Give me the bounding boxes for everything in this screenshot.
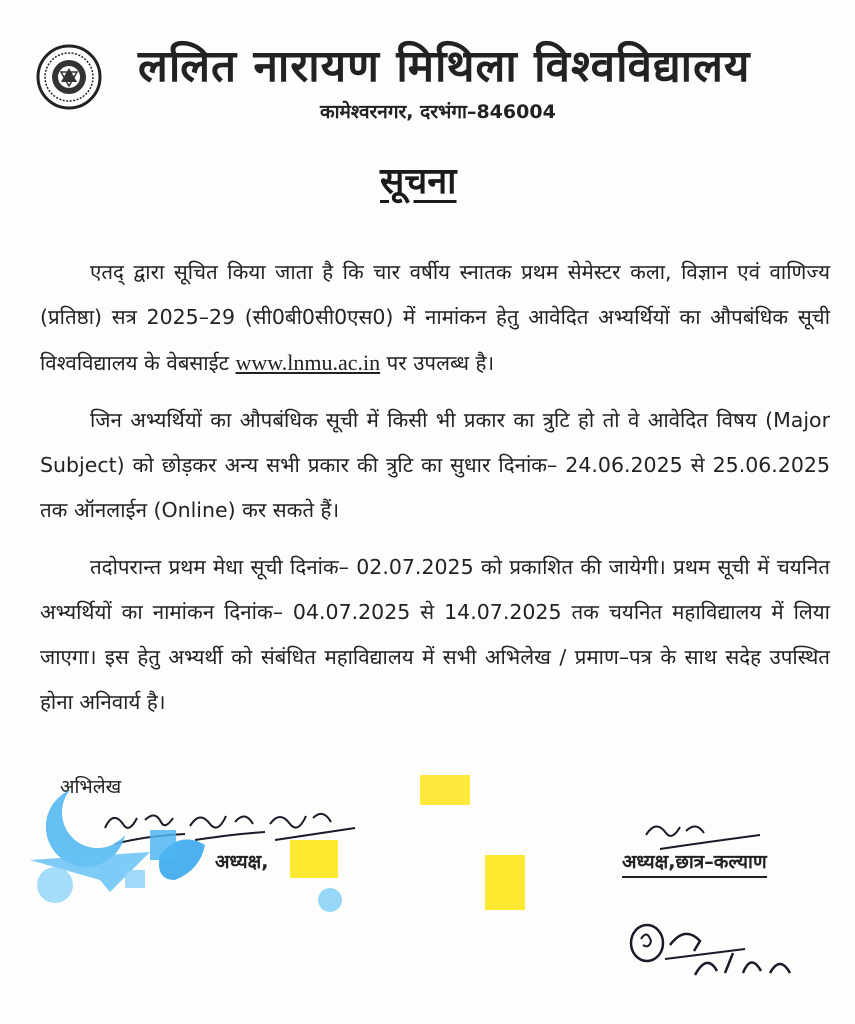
- left-signature-title: अध्यक्ष,: [215, 851, 269, 873]
- university-name: ललित नारायण मिथिला विश्वविद्यालय: [138, 41, 751, 92]
- university-address: कामेश्वरनगर, दरभंगा–846004: [320, 101, 556, 123]
- university-seal-icon: [36, 44, 102, 110]
- paragraph-1: [40, 250, 830, 386]
- right-signature-title: अध्यक्ष,छात्र–कल्याण: [622, 848, 767, 878]
- redaction-marks: [0, 760, 560, 960]
- website-link[interactable]: www.lnmu.ac.in: [235, 350, 381, 375]
- paragraph-1-end: पर उपलब्ध है।: [386, 351, 495, 375]
- paragraph-3: तदोपरान्त प्रथम मेधा सूची दिनांक– 02.07.2025 को प्रकाशित की जायेगी। प्रथम सूची में चयनित अभ्यर्थियों का नामांकन दिनांक– 04.07.2025 से 14.07.2025 तक चयनित महाविद्यालय में लिया जाएगा। इस हेतु अभ्यर्थी को संबंधित महाविद्यालय में सभी अभिलेख / प्रमाण–पत्र के साथ सदेह उपस्थित होना अनिवार्य है।: [40, 555, 830, 714]
- notice-body: [40, 250, 830, 737]
- paragraph-1-text: एतद् द्वारा सूचित किया जाता है कि चार वर्षीय स्नातक प्रथम सेमेस्टर कला, विज्ञान एवं वाणिज्य (प्रतिष्ठा) सत्र 2025–29 (सी0बी0सी0एस0) में नामांकन हेतु आवेदित अभ्यर्थियों का औपबंधिक सूची विश्वविद्यालय के वेबसाईट: [40, 260, 830, 375]
- bottom-handwritten-initials: [625, 915, 815, 985]
- paragraph-2: जिन अभ्यर्थियों का औपबंधिक सूची में किसी भी प्रकार का त्रुटि हो तो वे आवेदित विषय (Major Subject) को छोड़कर अन्य सभी प्रकार की त्रुटि का सुधार दिनांक– 24.06.2025 से 25.06.2025 तक ऑनलाईन (Online) कर सकते हैं।: [40, 408, 830, 522]
- left-signature-label: अभिलेख: [60, 776, 122, 798]
- notice-title: सूचना: [380, 161, 457, 202]
